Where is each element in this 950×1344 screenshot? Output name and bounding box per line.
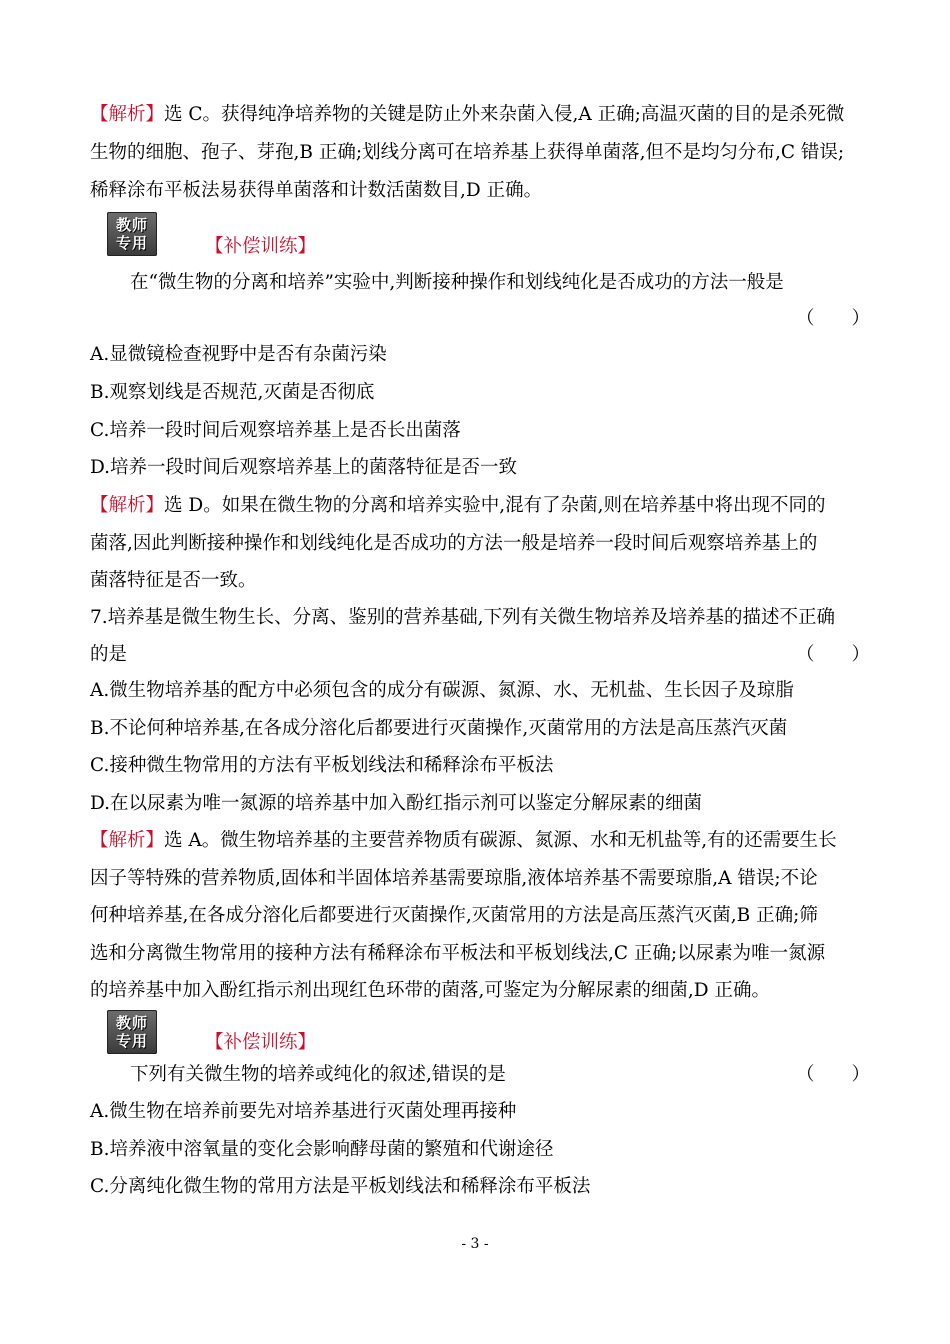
option: C.培养一段时间后观察培养基上是否长出菌落 [90,420,461,441]
analysis-line: 的培养基中加入酚红指示剂出现红色环带的菌落,可鉴定为分解尿素的细菌,D 正确。 [90,980,770,1001]
answer-paren: （ ） [795,644,870,665]
analysis-line: 菌落特征是否一致。 [90,570,257,591]
option: D.培养一段时间后观察培养基上的菌落特征是否一致 [90,457,518,478]
analysis-line: 因子等特殊的营养物质,固体和半固体培养基需要琼脂,液体培养基不需要琼脂,A 错误;不论 [90,868,818,889]
question-text: 的是 （ ） [90,642,870,668]
analysis-line: 选和分离微生物常用的接种方法有稀释涂布平板法和平板划线法,C 正确;以尿素为唯一氮源 [90,943,826,964]
option: C.接种微生物常用的方法有平板划线法和稀释涂布平板法 [90,755,554,776]
compensate-title: 【补偿训练】 [205,236,317,257]
option: C.分离纯化微生物的常用方法是平板划线法和稀释涂布平板法 [90,1176,591,1197]
question-text: 下列有关微生物的培养或纯化的叙述,错误的是 [130,1064,506,1085]
analysis-tag: 【解析】 [90,830,165,851]
analysis-tag: 【解析】 [90,495,165,516]
answer-paren: （ ） [795,308,870,329]
option: A.微生物培养基的配方中必须包含的成分有碳源、氮源、水、无机盐、生长因子及琼脂 [90,680,794,701]
page-number: - 3 - [461,1236,489,1252]
teacher-badge-icon: 教师 专用 [107,212,157,256]
option: D.在以尿素为唯一氮源的培养基中加入酚红指示剂可以鉴定分解尿素的细菌 [90,793,703,814]
teacher-badge-icon: 教师 专用 [107,1010,157,1054]
option: A.微生物在培养前要先对培养基进行灭菌处理再接种 [90,1101,517,1122]
analysis-line: 【解析】选 C。获得纯净培养物的关键是防止外来杂菌入侵,A 正确;高温灭菌的目的是杀死微 [90,104,845,125]
answer-paren: （ ） [795,1064,870,1085]
analysis-line: 生物的细胞、孢子、芽孢,B 正确;划线分离可在培养基上获得单菌落,但不是均匀分布,C 错误; [90,142,845,163]
question-text: 7.培养基是微生物生长、分离、鉴别的营养基础,下列有关微生物培养及培养基的描述不正确 [90,607,836,628]
analysis-line: 【解析】选 A。微生物培养基的主要营养物质有碳源、氮源、水和无机盐等,有的还需要生长 [90,830,837,851]
option: B.不论何种培养基,在各成分溶化后都要进行灭菌操作,灭菌常用的方法是高压蒸汽灭菌 [90,718,788,739]
analysis-tag: 【解析】 [90,104,165,125]
option: A.显微镜检查视野中是否有杂菌污染 [90,344,387,365]
analysis-line: 菌落,因此判断接种操作和划线纯化是否成功的方法一般是培养一段时间后观察培养基上的 [90,533,818,554]
compensate-title: 【补偿训练】 [205,1032,317,1053]
question-row [90,1062,870,1088]
option: B.观察划线是否规范,灭菌是否彻底 [90,382,375,403]
analysis-line: 稀释涂布平板法易获得单菌落和计数活菌数目,D 正确。 [90,180,543,201]
option: B.培养液中溶氧量的变化会影响酵母菌的繁殖和代谢途径 [90,1139,554,1160]
question-text: 在“微生物的分离和培养”实验中,判断接种操作和划线纯化是否成功的方法一般是 [130,272,784,293]
analysis-line: 【解析】选 D。如果在微生物的分离和培养实验中,混有了杂菌,则在培养基中将出现不同的 [90,495,826,516]
analysis-line: 何种培养基,在各成分溶化后都要进行灭菌操作,灭菌常用的方法是高压蒸汽灭菌,B 正确;筛 [90,905,818,926]
